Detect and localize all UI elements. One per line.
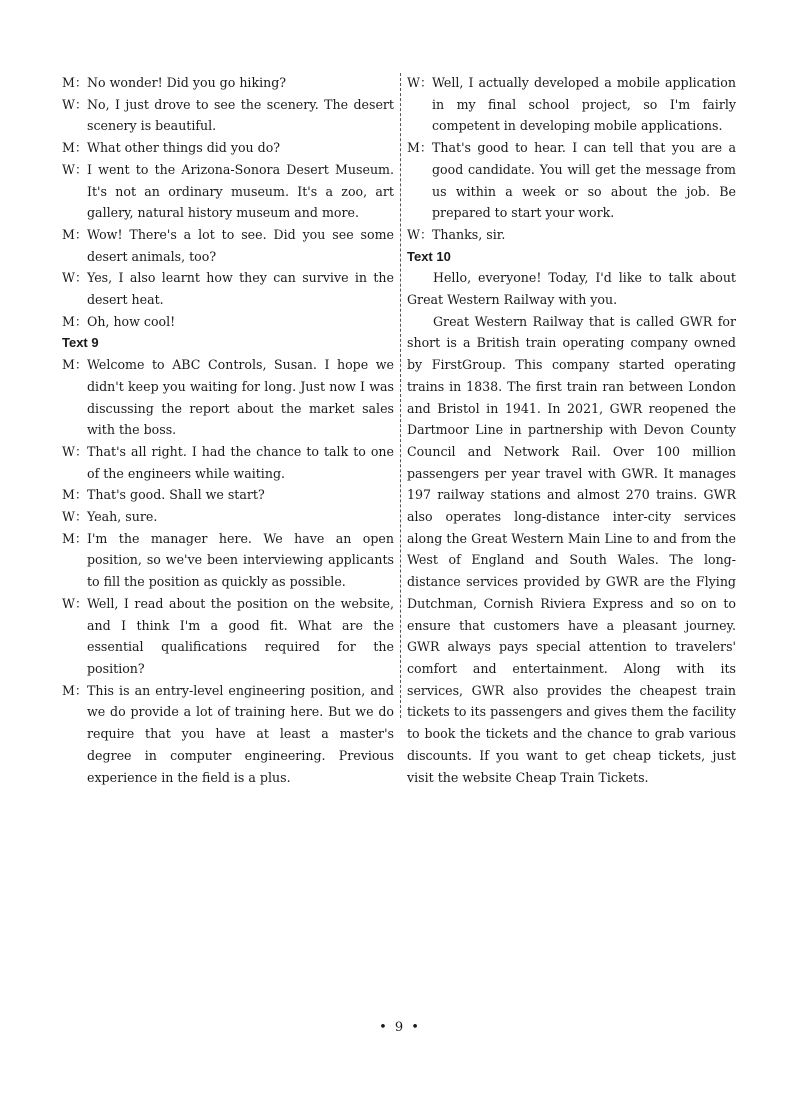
utterance: That's all right. I had the chance to talk to one of the engineers while waiting. — [87, 443, 394, 481]
right-column — [407, 72, 736, 788]
speaker-label: W： — [62, 161, 88, 177]
dialogue-turn — [62, 224, 394, 267]
dialogue-turn — [62, 528, 394, 593]
speaker-label: W： — [407, 75, 433, 90]
speaker-label: W： — [407, 226, 433, 242]
column-divider — [400, 73, 401, 718]
dialogue-turn — [62, 267, 394, 310]
dialogue-turn — [62, 311, 394, 333]
speaker-label: W： — [62, 509, 88, 525]
utterance: No wonder! Did you go hiking? — [87, 75, 287, 90]
utterance: Well, I read about the position on the website, and I think I'm a good fit. What are the essential qualifications required for the position? — [87, 595, 394, 676]
page-number: • 9 • — [379, 1020, 421, 1035]
utterance: No, I just drove to see the scenery. The desert scenery is beautiful. — [87, 96, 394, 134]
utterance: Oh, how cool! — [87, 313, 176, 329]
speaker-label: M： — [62, 140, 88, 156]
utterance: Wow! There's a lot to see. Did you see some desert animals, too? — [87, 226, 394, 264]
dialogue-turn — [62, 441, 394, 484]
dialogue-turn — [407, 224, 736, 246]
speaker-label: M： — [62, 75, 88, 90]
speaker-label: M： — [62, 487, 88, 503]
left-column — [62, 72, 394, 788]
dialogue-turn — [407, 72, 736, 137]
speaker-label: M： — [62, 530, 88, 546]
utterance: Welcome to ABC Controls, Susan. I hope we didn't keep you waiting for long. Just now I was discussing the report about the market sales with the boss. — [87, 357, 394, 438]
dialogue-turn — [62, 94, 394, 137]
speaker-label: W： — [62, 96, 88, 112]
speaker-label: M： — [62, 682, 88, 698]
utterance: That's good. Shall we start? — [87, 487, 265, 503]
dialogue-turn — [62, 593, 394, 680]
speaker-label: W： — [62, 270, 88, 286]
speaker-label: W： — [62, 443, 88, 459]
utterance: Yeah, sure. — [87, 509, 158, 525]
dialogue-turn — [407, 137, 736, 224]
utterance: Thanks, sir. — [432, 226, 506, 242]
dialogue-turn — [62, 484, 394, 506]
utterance: Well, I actually developed a mobile application in my final school project, so I'm fairly competent in developing mobile applications. — [432, 75, 736, 134]
dialogue-turn — [62, 506, 394, 528]
dialogue-turn — [62, 354, 394, 441]
paragraph: Hello, everyone! Today, I'd like to talk about Great Western Railway with you. — [407, 270, 736, 308]
dialogue-turn — [62, 137, 394, 159]
section-title-text-9: Text 9 — [62, 335, 99, 351]
dialogue-turn — [62, 680, 394, 789]
utterance: I'm the manager here. We have an open position, so we've been interviewing applicants to fill the position as quickly as possible. — [87, 530, 394, 590]
paragraph: Great Western Railway that is called GWR for short is a British train operating company owned by FirstGroup. This company started operating trains in 1838. The first train ran between London and Bristol in 1941. In 2021, GWR reopened the Dartmoor Line in partnership with Devon County Council and Network Rail. Over 100 million passengers per year travel with GWR. It manages 197 railway stations and almost 270 trains. GWR also operates long-distance inter-city services along the Great Western Main Line to and from the West of England and South Wales. The long-distance services provided by GWR are the Flying Dutchman, Cornish Riviera Express and so on to ensure that customers have a pleasant journey. GWR always pays special attention to travelers' comfort and entertainment. Along with its services, GWR also provides the cheapest train tickets to its passengers and gives them the facility to book the tickets and the chance to grab various discounts. If you want to get cheap tickets, just visit the website Cheap Train Tickets. — [407, 313, 736, 785]
utterance: What other things did you do? — [87, 140, 281, 156]
section-title-text-10: Text 10 — [407, 248, 451, 264]
dialogue-turn — [62, 159, 394, 224]
speaker-label: W： — [62, 595, 88, 611]
speaker-label: M： — [62, 313, 88, 329]
utterance: This is an entry-level engineering position, and we do provide a lot of training here. But we do require that you have at least a master's degree in computer engineering. Previous experience in the field is a plus. — [87, 682, 394, 785]
speaker-label: M： — [62, 357, 88, 373]
utterance: I went to the Arizona-Sonora Desert Museum. It's not an ordinary museum. It's a zoo, art gallery, natural history museum and more. — [87, 161, 394, 221]
speaker-label: M： — [407, 140, 433, 156]
speaker-label: M： — [62, 226, 88, 242]
dialogue-turn — [62, 72, 394, 94]
utterance: Yes, I also learnt how they can survive in the desert heat. — [87, 270, 394, 308]
utterance: That's good to hear. I can tell that you are a good candidate. You will get the message from us within a week or so about the job. Be prepared to start your work. — [432, 140, 736, 221]
